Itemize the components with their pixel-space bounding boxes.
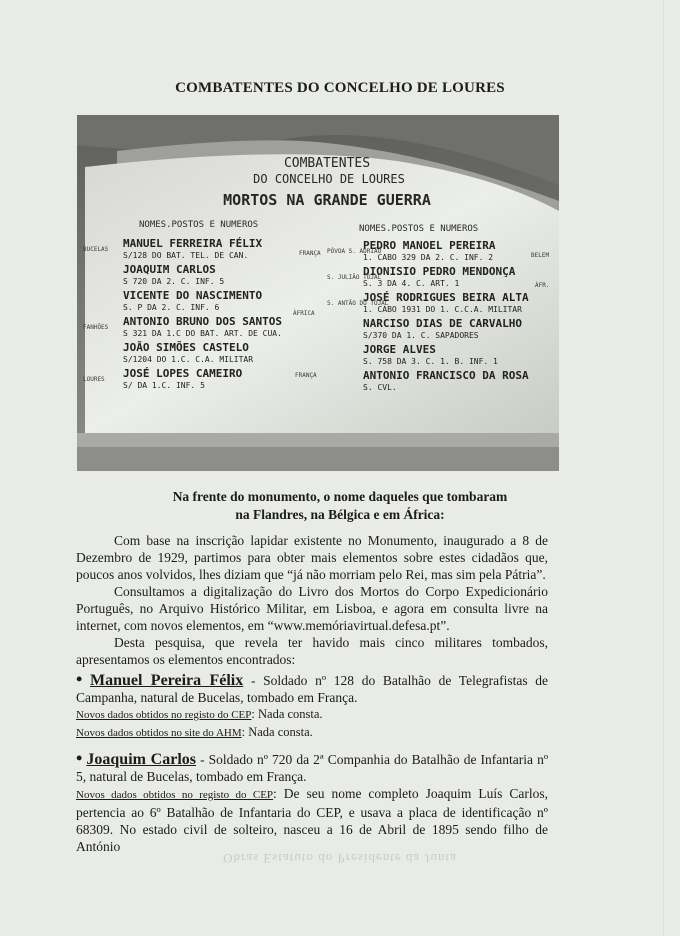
plaque-right-side-label-1: BELEM [531,252,550,259]
left-name-4: ANTONIO BRUNO DOS SANTOS [123,315,282,328]
soldier-name: Manuel Pereira Félix [90,672,244,689]
right-name-5: JORGE ALVES [363,343,436,356]
right-place-1: PÓVOA S. ADRIÃO [327,248,382,255]
plaque-left-header: NOMES.POSTOS E NUMEROS [139,220,259,230]
plaque-heading-1: COMBATENTES [283,156,371,171]
note-cep [76,706,548,724]
left-detail-3: S. P DA 2. C. INF. 6 [123,303,220,312]
plaque-heading-2: DO CONCELHO DE LOURES [253,172,405,186]
right-detail-6: S. CVL. [363,383,397,392]
right-detail-1: 1. CABO 329 DA 2. C. INF. 2 [363,253,494,262]
paragraph-3: Desta pesquisa, que revela ter havido mais cinco militares tombados, apresentamos os elementos encontrados: [76,635,548,667]
right-detail-5: S. 758 DA 3. C. 1. B. INF. 1 [363,357,498,366]
right-detail-4: S/370 DA 1. C. SAPADORES [363,331,479,340]
left-detail-1: S/128 DO BAT. TEL. DE CAN. [123,251,249,260]
note-ahm-label: Novos dados obtidos no site do AHM [76,727,242,739]
left-detail-6: S/ DA 1.C. INF. 5 [123,381,205,390]
left-place-4: FANHÕES [83,324,109,331]
note-cep-value: : De seu nome completo Joaquim Luís Carlos, pertencia ao 6º Batalhão de Infantaria do CEP, e usava a placa de identificação nº 68309. No estado civil de solteiro, nasceu a 16 de Abril de 1895 sendo filho de António [76,786,548,854]
right-name-2: DIONISIO PEDRO MENDONÇA [363,265,516,278]
bullet-icon: • [76,748,83,768]
note-ahm-value: : Nada consta. [241,725,313,739]
caption-line-1: Na frente do monumento, o nome daqueles que tombaram [172,489,508,504]
caption-line-2: na Flandres, na Bélgica e em África: [235,507,445,522]
entry-manuel-pereira-felix [76,671,548,742]
plaque-image [77,115,559,471]
note-cep-label: Novos dados obtidos no registo do CEP [76,789,274,801]
plaque-right-header: NOMES.POSTOS E NUMEROS [359,224,479,234]
note-cep-label: Novos dados obtidos no registo do CEP [76,709,252,721]
photo-caption [100,488,580,524]
soldier-description: - Soldado nº 128 do Batalhão de Telegrafistas de Campanha, natural de Bucelas, tombado em França. [76,673,549,705]
right-place-2: S. JULIÃO TOJAL [327,274,382,281]
right-name-4: NARCISO DIAS DE CARVALHO [363,317,522,330]
bleed-through-text: Obras Estatuto do Presidente da Junta [223,851,457,866]
left-name-1: MANUEL FERREIRA FÉLIX [123,237,263,250]
monument-photo [77,115,559,471]
left-detail-2: S 720 DA 2. C. INF. 5 [123,277,225,286]
left-name-5: JOÃO SIMÕES CASTELO [123,341,249,354]
entry-joaquim-carlos [76,750,548,855]
plaque-right-side-label-2: ÁFR. [535,282,550,289]
right-place-3: S. ANTÃO DO TOJAL [327,300,389,307]
paragraph-1: Com base na inscrição lapidar existente no Monumento, inaugurado a 8 de Dezembro de 1929, partimos para obter mais elementos sobre estes cidadãos que, poucos anos volvidos, lhes diziam que “já não morriam pelo Rei, mas sim pela Pátria”. [76,533,548,582]
left-name-2: JOAQUIM CARLOS [123,263,216,276]
left-detail-5: S/1204 DO 1.C. C.A. MILITAR [123,355,254,364]
plaque-heading-3: MORTOS NA GRANDE GUERRA [223,191,431,209]
left-name-3: VICENTE DO NASCIMENTO [123,289,263,302]
right-name-1: PEDRO MANOEL PEREIRA [363,239,496,252]
left-name-6: JOSÉ LOPES CAMEIRO [123,367,243,380]
note-cep-value: : Nada consta. [251,707,323,721]
right-name-3: JOSÉ RODRIGUES BEIRA ALTA [363,291,529,304]
note-cep [76,785,548,855]
right-detail-3: 1. CABO 1931 DO 1. C.C.A. MILITAR [363,305,522,314]
left-place-6: LOURES [83,376,105,383]
soldier-description: - Soldado nº 720 da 2ª Companhia do Batalhão de Infantaria nº 5, natural de Bucelas, tombado em França. [76,752,549,784]
plaque-left-side-label-1: FRANÇA [299,250,321,257]
paragraph-2: Consultamos a digitalização do Livro dos Mortos do Corpo Expedicionário Português, no Arquivo Histórico Militar, em Lisboa, e agora em consulta livre na internet, com novos elementos, em “www.memóriavirtual.defesa.pt”. [76,584,548,633]
soldier-name: Joaquim Carlos [86,751,197,768]
right-detail-2: S. 3 DA 4. C. ART. 1 [363,279,460,288]
entry-lead [76,671,548,706]
page-title: COMBATENTES DO CONCELHO DE LOURES [175,80,505,96]
entry-lead [76,750,548,785]
intro-text [76,532,548,668]
left-place-1: BUCELAS [83,246,109,253]
bullet-icon: • [76,669,83,689]
plaque-left-side-label-3: FRANÇA [295,372,317,379]
note-ahm [76,724,548,742]
right-name-6: ANTONIO FRANCISCO DA ROSA [363,369,529,382]
left-detail-4: S 321 DA 1.C DO BAT. ART. DE CUA. [123,329,282,338]
plaque-left-side-label-2: ÁFRICA [293,310,315,317]
page-edge [663,0,666,936]
